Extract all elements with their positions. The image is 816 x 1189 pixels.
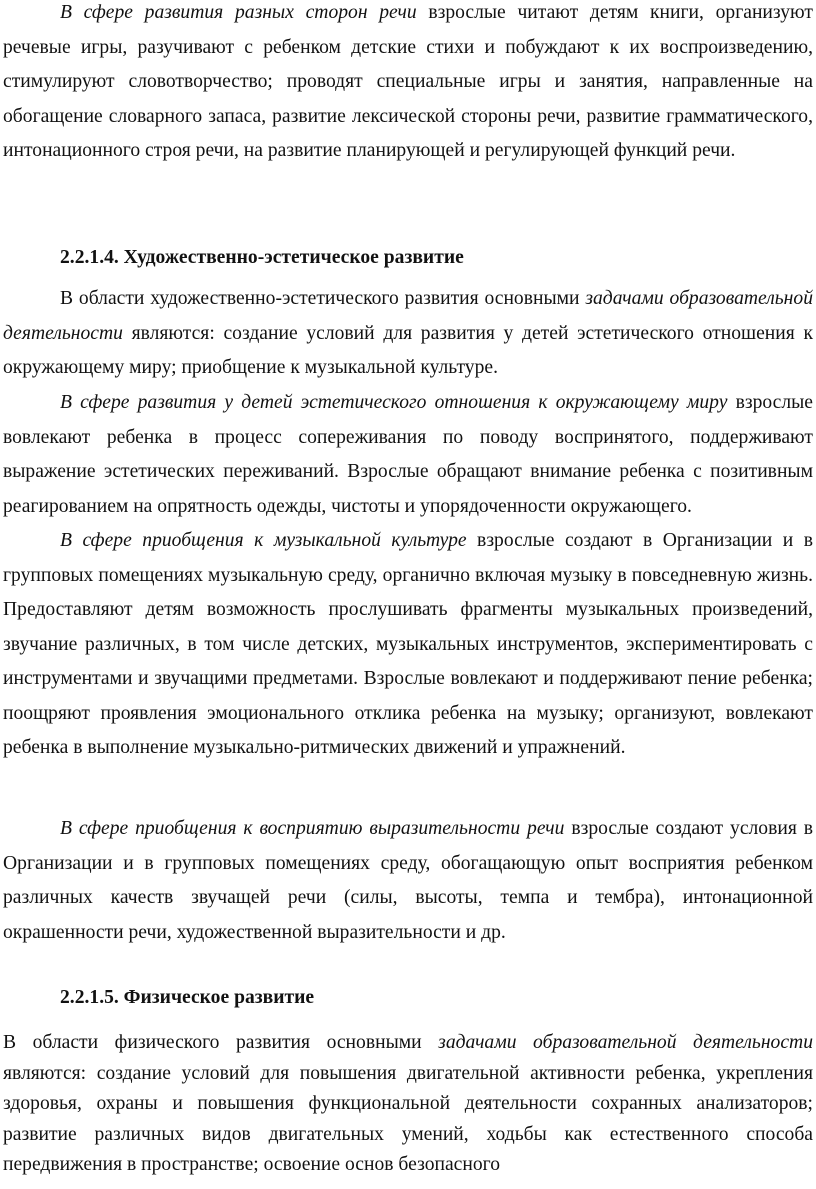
paragraph-italic-mid: задачами образовательной деятельности — [3, 288, 813, 344]
paragraph-text-before: В области художественно-эстетического развития основными — [60, 288, 586, 309]
paragraph-text: взрослые читают детям книги, организуют речевые игры, разучивают с ребенком детские стихи и побуждают к их воспроизведению, стимулируют словотворчество; проводят специальные игры и занятия, направленные на обогащение словарного запаса, развитие лексической стороны речи, развитие грамматического, интонационного строя речи, на развитие планирующей и регулирующей функций речи. — [3, 2, 813, 161]
paragraph-music-culture — [3, 524, 813, 766]
paragraph-speech-expressiveness — [3, 812, 813, 950]
paragraph-italic-mid: задачами образовательной деятельности — [438, 1032, 813, 1053]
paragraph-speech-development — [3, 0, 813, 169]
paragraph-lead-italic: В сфере приобщения к восприятию выразительности речи — [60, 818, 565, 839]
paragraph-text: взрослые вовлекают ребенка в процесс сопереживания по поводу воспринятого, поддерживают выражение эстетических переживаний. Взрослые обращают внимание ребенка с позитивным реагированием на опрятность одежды, чистоты и упорядоченности окружающего. — [3, 392, 813, 517]
paragraph-lead-italic: В сфере приобщения к музыкальной культуре — [60, 530, 467, 551]
paragraph-text: взрослые создают условия в Организации и в групповых помещениях среду, обогащающую опыт восприятия ребенком различных качеств звучащей речи (силы, высоты, темпа и тембра), интонационной окрашенности речи, художественной выразительности и др. — [3, 818, 813, 943]
section-heading-physical: 2.2.1.5. Физическое развитие — [60, 987, 315, 1008]
paragraph-text-before: В области физического развития основными — [3, 1032, 439, 1053]
paragraph-text-after: являются: создание условий для повышения двигательной активности ребенка, укрепления здоровья, охраны и повышения функциональной деятельности сохранных анализаторов; развитие различных видов двигательных умений, ходьбы как естественного способа передвижения в пространстве; освоение основ безопасного — [3, 1062, 813, 1176]
paragraph-text-after: являются: создание условий для развития у детей эстетического отношения к окружающему миру; приобщение к музыкальной культуре. — [3, 322, 813, 378]
paragraph-aesthetic-attitude — [3, 386, 813, 524]
paragraph-lead-italic: В сфере развития разных сторон речи — [60, 2, 417, 23]
paragraph-physical-tasks — [3, 1028, 813, 1181]
paragraph-text: взрослые создают в Организации и в групповых помещениях музыкальную среду, органично включая музыку в повседневную жизнь. Предоставляют детям возможность прослушивать фрагменты музыкальных произведений, звучание различных, в том числе детских, музыкальных инструментов, экспериментировать с инструментами и звучащими предметами. Взрослые вовлекают и поддерживают пение ребенка; поощряют проявления эмоционального отклика ребенка на музыку; организуют, вовлекают ребенка в выполнение музыкально-ритмических движений и упражнений. — [3, 530, 813, 758]
paragraph-lead-italic: В сфере развития у детей эстетического отношения к окружающему миру — [60, 392, 728, 413]
paragraph-art-aesthetic-tasks — [3, 282, 813, 386]
section-heading-art-aesthetic: 2.2.1.4. Художественно-эстетическое развитие — [60, 247, 464, 268]
